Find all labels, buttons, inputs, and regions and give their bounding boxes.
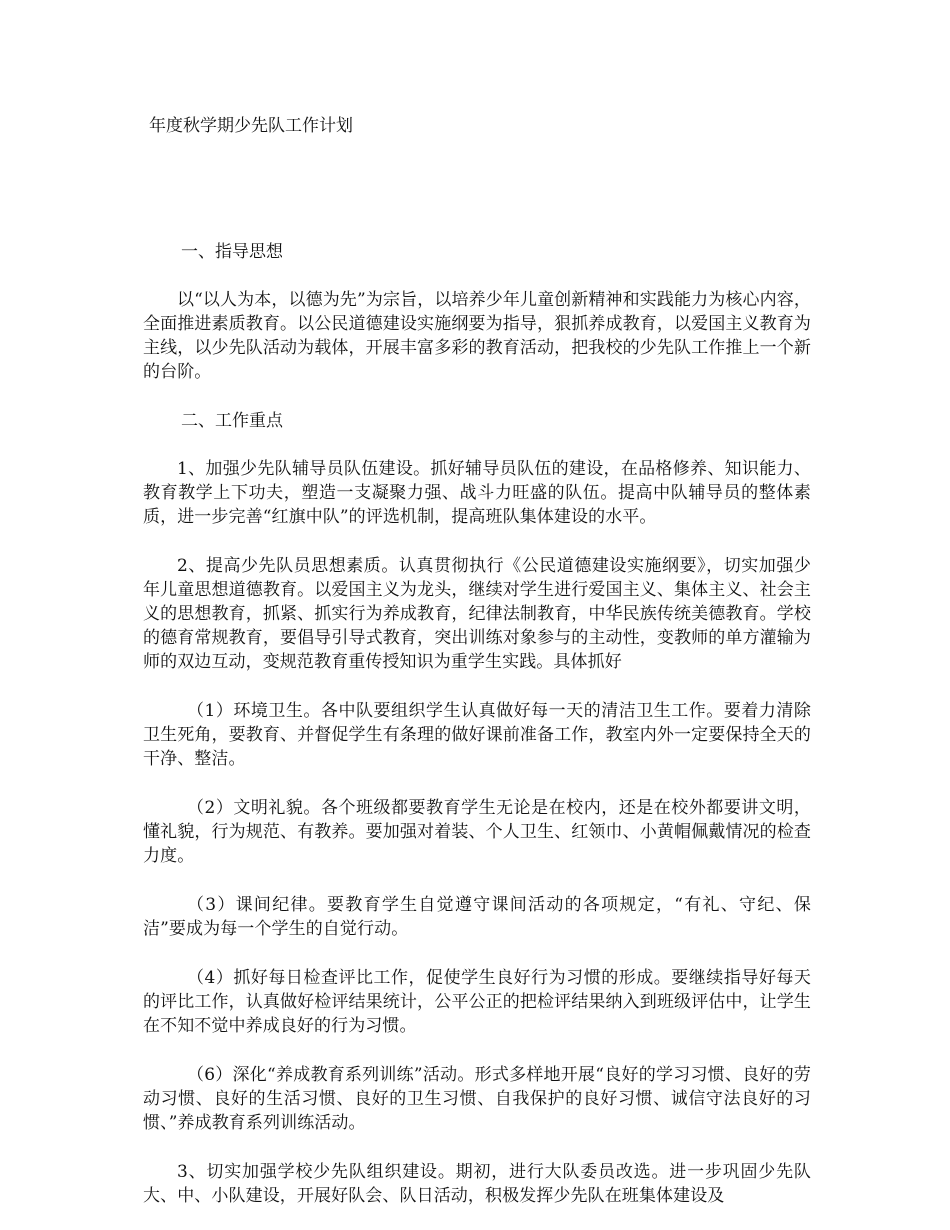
document-body xyxy=(143,240,811,1208)
sub-paragraph: （4）抓好每日检查评比工作，促使学生良好行为习惯的形成。要继续指导好每天的评比工作，认真做好检评结果统计，公平公正的把检评结果纳入到班级评估中，让学生在不知不觉中养成良好的行为习惯。 xyxy=(143,968,811,1036)
section-heading-guiding-ideology: 一、指导思想 xyxy=(181,242,283,262)
paragraph: 以“以人为本，以德为先”为宗旨，以培养少年儿童创新精神和实践能力为核心内容，全面推进素质教育。以公民道德建设实施纲要为指导，狠抓养成教育，以爱国主义教育为主线，以少先队活动为载体，开展丰富多彩的教育活动，把我校的少先队工作推上一个新的台阶。 xyxy=(143,290,811,382)
paragraph: 1、加强少先队辅导员队伍建设。抓好辅导员队伍的建设，在品格修养、知识能力、教育教学上下功夫，塑造一支凝聚力强、战斗力旺盛的队伍。提高中队辅导员的整体素质，进一步完善“红旗中队”的评选机制，提高班队集体建设的水平。 xyxy=(143,459,811,527)
sub-paragraph: （3）课间纪律。要教育学生自觉遵守课间活动的各项规定，“有礼、守纪、保洁”要成为每一个学生的自觉行动。 xyxy=(143,895,811,939)
paragraph: 3、切实加强学校少先队组织建设。期初，进行大队委员改选。进一步巩固少先队大、中、小队建设，开展好队会、队日活动，积极发挥少先队在班集体建设及 xyxy=(143,1162,811,1206)
sub-paragraph: （1）环境卫生。各中队要组织学生认真做好每一天的清洁卫生工作。要着力清除卫生死角，要教育、并督促学生有条理的做好课前准备工作，教室内外一定要保持全天的干净、整洁。 xyxy=(143,701,811,769)
section-heading-work-focus: 二、工作重点 xyxy=(181,411,283,431)
sub-paragraph: （6）深化“养成教育系列训练”活动。形式多样地开展“良好的学习习惯、良好的劳动习惯、良好的生活习惯、良好的卫生习惯、自我保护的良好习惯、诚信守法良好的习惯、”养成教育系列训练活动。 xyxy=(143,1065,811,1133)
document-title: 年度秋学期少先队工作计划 xyxy=(149,116,353,136)
paragraph: 2、提高少先队员思想素质。认真贯彻执行《公民道德建设实施纲要》，切实加强少年儿童思想道德教育。以爱国主义为龙头，继续对学生进行爱国主义、集体主义、社会主义的思想教育，抓紧、抓实行为养成教育，纪律法制教育，中华民族传统美德教育。学校的德育常规教育，要倡导引导式教育，突出训练对象参与的主动性，变教师的单方灌输为师的双边互动，变规范教育重传授知识为重学生实践。具体抓好 xyxy=(143,556,811,672)
sub-paragraph: （2）文明礼貌。各个班级都要教育学生无论是在校内，还是在校外都要讲文明，懂礼貌，行为规范、有教养。要加强对着装、个人卫生、红领巾、小黄帽佩戴情况的检查力度。 xyxy=(143,798,811,866)
